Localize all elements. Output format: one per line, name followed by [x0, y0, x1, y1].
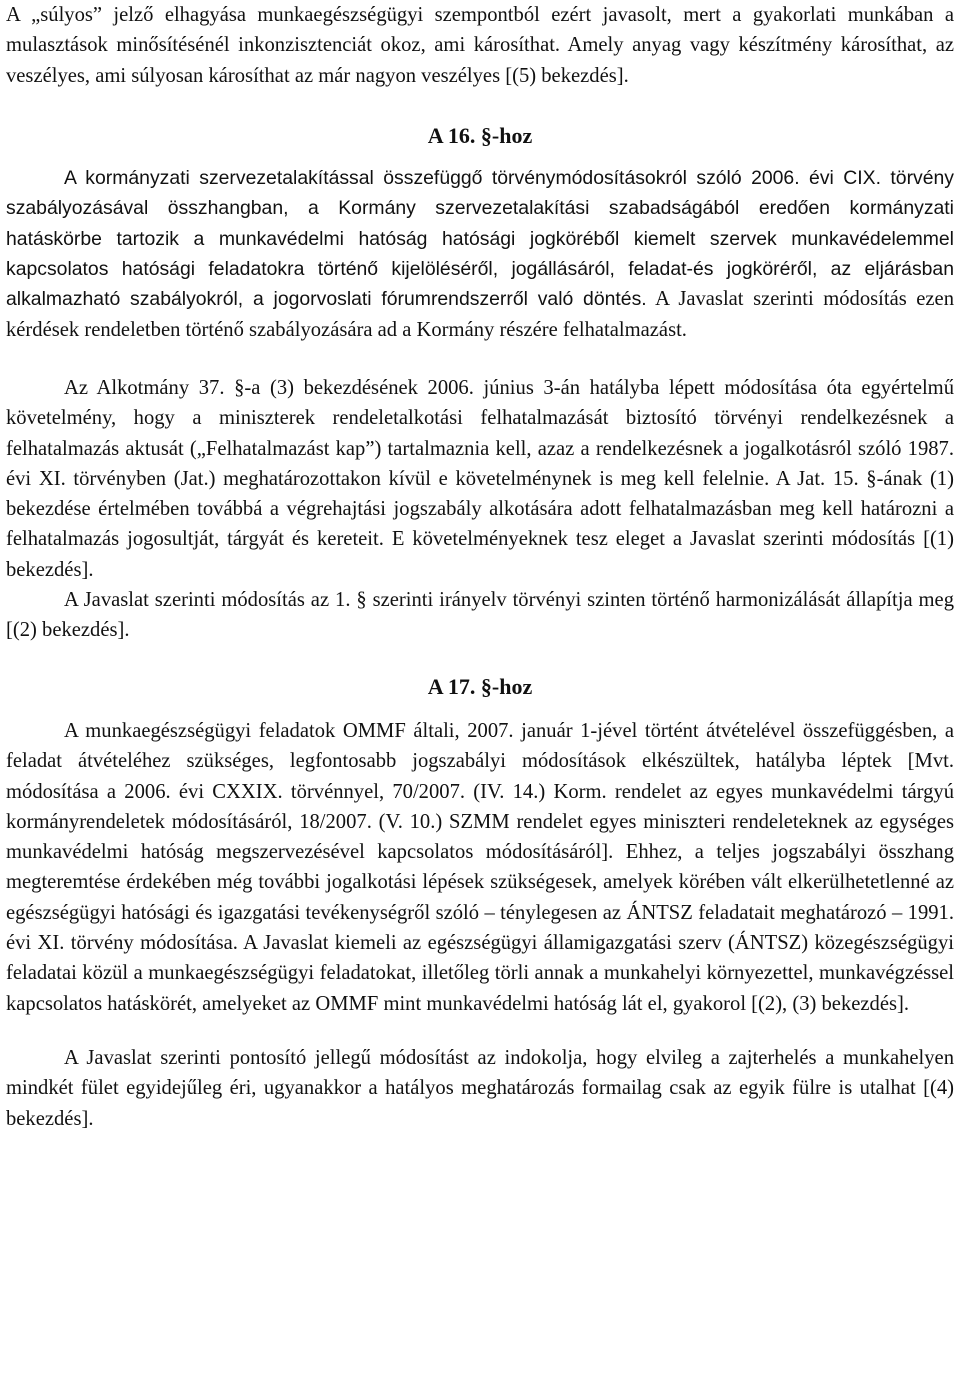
- paragraph-intro: A „súlyos” jelző elhagyása munkaegészségügyi szempontból ezért javasolt, mert a gyakorlati munkában a mulasztások minősítésénél inkonzisztenciát okoz, ami károsíthat. Amely anyag vagy készítmény károsíthat, az veszélyes, ami súlyosan károsíthat az már nagyon veszélyes [(5) bekezdés].: [6, 4, 954, 87]
- section-heading-16: A 16. §-hoz: [427, 122, 533, 148]
- paragraph-17-a: A munkaegészségügyi feladatok OMMF általi, 2007. január 1-jével történt átvételével összefüggésben, a feladat átvételéhez szükséges, legfontosabb jogszabályi módosítások elkészültek, hatályba léptek [Mvt. módosítása a 2006. évi CXXIX. törvénnyel, 70/2007. (IV. 14.) Korm. rendelet az egyes munkavédelmi tárgyú kormányrendeletek módosításáról, 18/2007. (V. 10.) SZMM rendelet egyes miniszteri rendeleteknek az egységes munkavédelmi hatóság megszervezésével kapcsolatos módosításáról]. Ehhez, a teljes jogszabályi összhang megteremtése érdekében még további jogalkotási lépések szükségesek, amelyek körében vált elkerülhetetlenné az egészségügyi hatósági és igazgatási tevékenységről szóló – ténylegesen az ÁNTSZ feladatait meghatározó – 1991. évi XI. törvény módosítása. A Javaslat kiemeli az egészségügyi államigazgatási szerv (ÁNTSZ) közegészségügyi feladatai közül a munkaegészségügyi feladatokat, illetőleg törli annak a munkahelyi környezettel, munkavégzéssel kapcsolatos hatáskörét, amelyeket az OMMF mint munkavédelmi hatóság lát el, gyakorol [(2), (3) bekezdés].: [6, 719, 954, 1015]
- paragraph-16-a-serif-text: A Javaslat szerinti módosítás ezen kérdések rendeletben történő szabályozására ad a Kormány részére felhatalmazást.: [6, 288, 954, 341]
- paragraph-17-b: A Javaslat szerinti pontosító jellegű módosítást az indokolja, hogy elvileg a zajterhelés a munkahelyen mindkét fület egyidejűleg éri, ugyanakkor a hatályos meghatározás formailag csak az egyik fülre is utalhat [(4) bekezdés].: [6, 1046, 954, 1130]
- paragraph-16-c: A Javaslat szerinti módosítás az 1. § szerinti irányelv törvényi szinten történő harmonizálását állapítja meg [(2) bekezdés].: [6, 589, 954, 642]
- document-page: [6, 0, 954, 1134]
- paragraph-16-a: [6, 163, 954, 345]
- paragraph-16-a-sans-text: A kormányzati szervezetalakítással összefüggő törvénymódosításokról szóló 2006. évi CIX. törvény szabályozásával összhangban, a Kormány szervezetalakítási szabadságából eredően kormányzati hatáskörbe tartozik a munkavédelmi hatóság hatósági jogköréből kiemelt szervek munkavédelemmel kapcsolatos hatósági feladatokra történő kijelöléséről, jogállásáról, feladat-és jogköréről, az eljárásban alkalmazható szabályokról, a jogorvoslati fórumrendszerről való döntés.: [6, 167, 954, 311]
- paragraph-16-b: Az Alkotmány 37. §-a (3) bekezdésének 2006. június 3-án hatályba lépett módosítása óta egyértelmű követelmény, hogy a miniszterek rendeletalkotási felhatalmazását biztosító törvényi rendelkezésnek a felhatalmazás aktusát („Felhatalmazást kap”) tartalmaznia kell, azaz a rendelkezésnek a jogalkotásról szóló 1987. évi XI. törvényben (Jat.) meghatározottakon kívül e követelménynek is meg kell felelnie. A Jat. 15. §-ának (1) bekezdése értelmében továbbá a végrehajtási jogszabály alkotására adott felhatalmazásban meg kell határozni a felhatalmazás jogosultját, tárgyát és kereteit. E követelményeknek tesz eleget a Javaslat szerinti módosítás [(1) bekezdés].: [6, 376, 954, 581]
- section-heading-17: A 17. §-hoz: [427, 673, 533, 699]
